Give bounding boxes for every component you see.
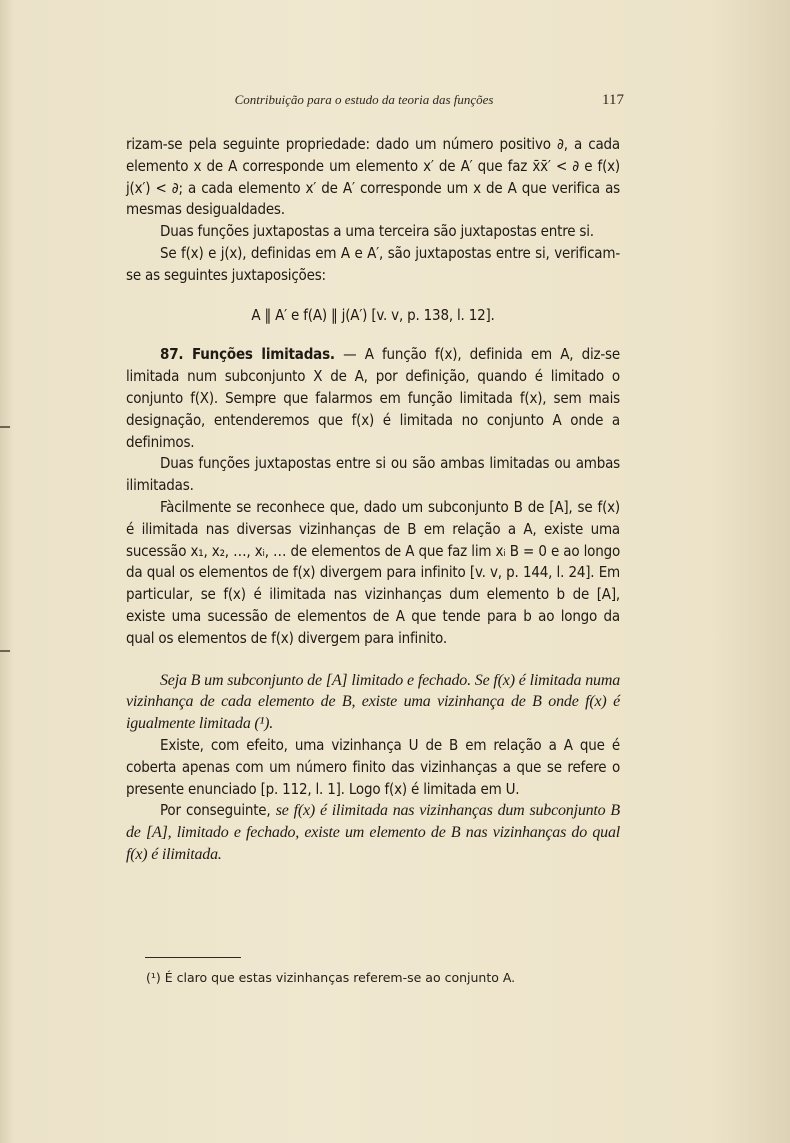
- paragraph: [126, 800, 620, 865]
- corollary: se f(x) é ilimitada nas vizinhanças dum subconjunto B de [A], limitado e fechado, existe um elemento de B nas vizinhanças do qual f(x) é ilimitada.: [126, 802, 620, 863]
- running-title: Contribuição para o estudo da teoria das funções: [234, 92, 494, 107]
- paragraph: rizam-se pela seguinte propriedade: dado um número positivo ∂, a cada elemento x de A corresponde um elemento x′ de A′ que faz x̄x̄′ < ∂ e f(x) j(x′) < ∂; a cada elemento x′ de A′ corresponde um x de A que verifica as mesmas desigualdades.: [126, 135, 620, 219]
- paragraph: Existe, com efeito, uma vizinhança U de B em relação a A que é coberta apenas com um número finito das vizinhanças a que se refere o presente enunciado [p. 112, l. 1]. Logo f(x) é limitada em U.: [126, 735, 620, 798]
- page-edge-mark: [0, 426, 10, 428]
- section-87: [126, 344, 620, 453]
- paragraph: Duas funções juxtapostas a uma terceira são juxtapostas entre si.: [160, 222, 594, 241]
- paragraph-lead: Por conseguinte,: [160, 801, 276, 820]
- section-title: 87. Funções limitadas.: [160, 345, 335, 364]
- body-text: [126, 134, 620, 866]
- footnote-rule: [145, 957, 241, 958]
- theorem: Seja B um subconjunto de [A] limitado e fechado. Se f(x) é limitada numa vizinhança de cada elemento de B, existe uma vizinhança de B onde f(x) é igualmente limitada (¹).: [126, 671, 620, 733]
- section-text: — A função f(x), definida em A, diz-se limitada num subconjunto X de A, por definição, quando é limitado o conjunto f(X). Sempre que falarmos em função limitada f(x), sem mais designação, entenderemos que f(x) é limitada no conjunto A onde a definimos.: [126, 345, 620, 451]
- page-edge-mark: [0, 650, 10, 652]
- page-number: 117: [602, 91, 624, 108]
- paragraph: Duas funções juxtapostas entre si ou são ambas limitadas ou ambas ilimitadas.: [126, 454, 620, 495]
- paragraph: Fàcilmente se reconhece que, dado um subconjunto B de [A], se f(x) é ilimitada nas diversas vizinhanças de B em relação a A, existe uma sucessão x₁, x₂, …, xᵢ, … de elementos de A que faz lim xᵢ B = 0 e ao longo da qual os elementos de f(x) divergem para infinito [v. v, p. 144, l. 24]. Em particular, se f(x) é ilimitada nas vizinhanças dum elemento b de [A], existe uma sucessão de elementos de A que tende para b ao longo da qual os elementos de f(x) divergem para infinito.: [126, 497, 620, 647]
- paragraph: Se f(x) e j(x), definidas em A e A′, são juxtapostas entre si, verificam-se as seguintes juxtaposições:: [126, 243, 620, 284]
- formula: A ‖ A′ e f(A) ‖ j(A′) [v. v, p. 138, l. 12].: [251, 305, 495, 324]
- running-head: [126, 90, 624, 110]
- footnote: (¹) É claro que estas vizinhanças referem-se ao conjunto A.: [146, 970, 516, 985]
